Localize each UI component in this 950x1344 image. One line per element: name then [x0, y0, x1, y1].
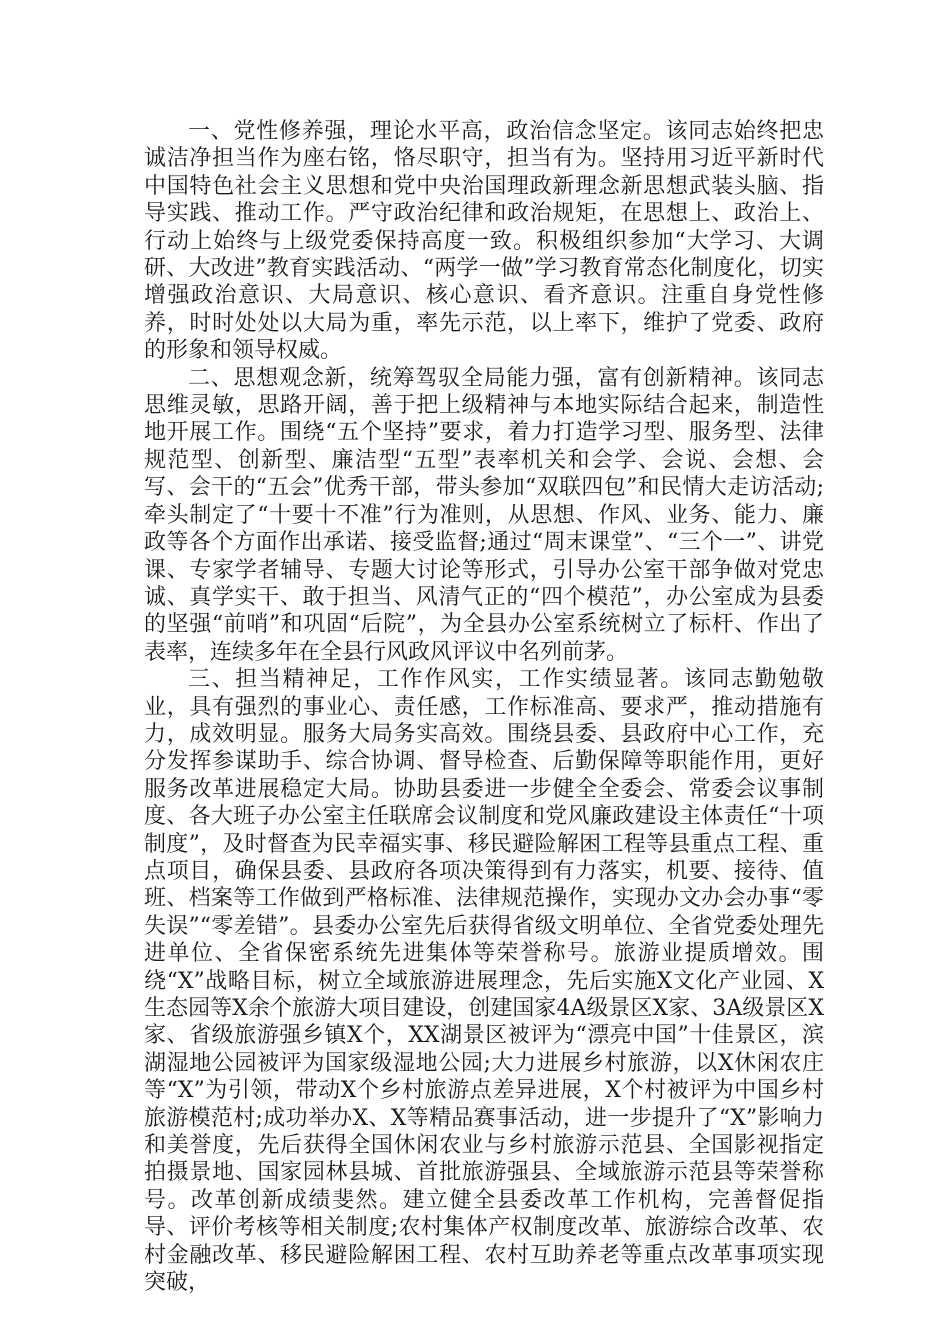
- paragraph-achievements: 三、担当精神足，工作作风实，工作实绩显著。该同志勤勉敬业，具有强烈的事业心、责任感，工作标准高、要求严，推动措施有力，成效明显。服务大局务实高效。围绕县委、县政府中心工作，充分发挥参谋助手、综合协调、督导检查、后勤保障等职能作用，更好服务改革进展稳定大局。协助县委进一步健全全委会、常委会议事制度、各大班子办公室主任联席会议制度和党风廉政建设主体责任“十项制度”，及时督查为民幸福实事、移民避险解困工程等县重点工程、重点项目，确保县委、县政府各项决策得到有力落实，机要、接待、值班、档案等工作做到严格标准、法律规范操作，实现办文办会办事“零失误”“零差错”。县委办公室先后获得省级文明单位、全省党委处理先进单位、全省保密系统先进集体等荣誉称号。旅游业提质增效。围绕“X”战略目标，树立全域旅游进展理念，先后实施X文化产业园、X生态园等X余个旅游大项目建设，创建国家4A级景区X家、3A级景区X家、省级旅游强乡镇X个，XX湖景区被评为“漂亮中国”十佳景区，滨湖湿地公园被评为国家级湿地公园;大力进展乡村旅游，以X休闲农庄等“X”为引领，带动X个乡村旅游点差异进展，X个村被评为中国乡村旅游模范村;成功举办X、X等精品赛事活动，进一步提升了“X”影响力和美誉度，先后获得全国休闲农业与乡村旅游示范县、全国影视指定拍摄景地、国家园林县城、首批旅游强县、全域旅游示范县等荣誉称号。改革创新成绩斐然。建立健全县委改革工作机构，完善督促指导、评价考核等相关制度;农村集体产权制度改革、旅游综合改革、农村金融改革、移民避险解困工程、农村互助养老等重点改革事项实现突破，: [144, 667, 824, 1296]
- paragraph-innovation: 二、思想观念新，统筹驾驭全局能力强，富有创新精神。该同志思维灵敏，思路开阔，善于把上级精神与本地实际结合起来，制造性地开展工作。围绕“五个坚持”要求，着力打造学习型、服务型、法律规范型、创新型、廉洁型“五型”表率机关和会学、会说、会想、会写、会干的“五会”优秀干部，带头参加“双联四包”和民情大走访活动;牵头制定了“十要十不准”行为准则，从思想、作风、业务、能力、廉政等各个方面作出承诺、接受监督;通过“周末课堂”、“三个一”、讲党课、专家学者辅导、专题大讨论等形式，引导办公室干部争做对党忠诚、真学实干、敢于担当、风清气正的“四个模范”，办公室成为县委的坚强“前哨”和巩固“后院”，为全县办公室系统树立了标杆、作出了表率，连续多年在全县行风政风评议中名列前茅。: [144, 365, 824, 665]
- document-page: [144, 118, 824, 1296]
- paragraph-party-cultivation: 一、党性修养强，理论水平高，政治信念坚定。该同志始终把忠诚洁净担当作为座右铭，恪尽职守，担当有为。坚持用习近平新时代中国特色社会主义思想和党中央治国理政新理念新思想武装头脑、指导实践、推动工作。严守政治纪律和政治规矩，在思想上、政治上、行动上始终与上级党委保持高度一致。积极组织参加“大学习、大调研、大改进”教育实践活动、“两学一做”学习教育常态化制度化，切实增强政治意识、大局意识、核心意识、看齐意识。注重自身党性修养，时时处处以大局为重，率先示范，以上率下，维护了党委、政府的形象和领导权威。: [144, 119, 824, 364]
